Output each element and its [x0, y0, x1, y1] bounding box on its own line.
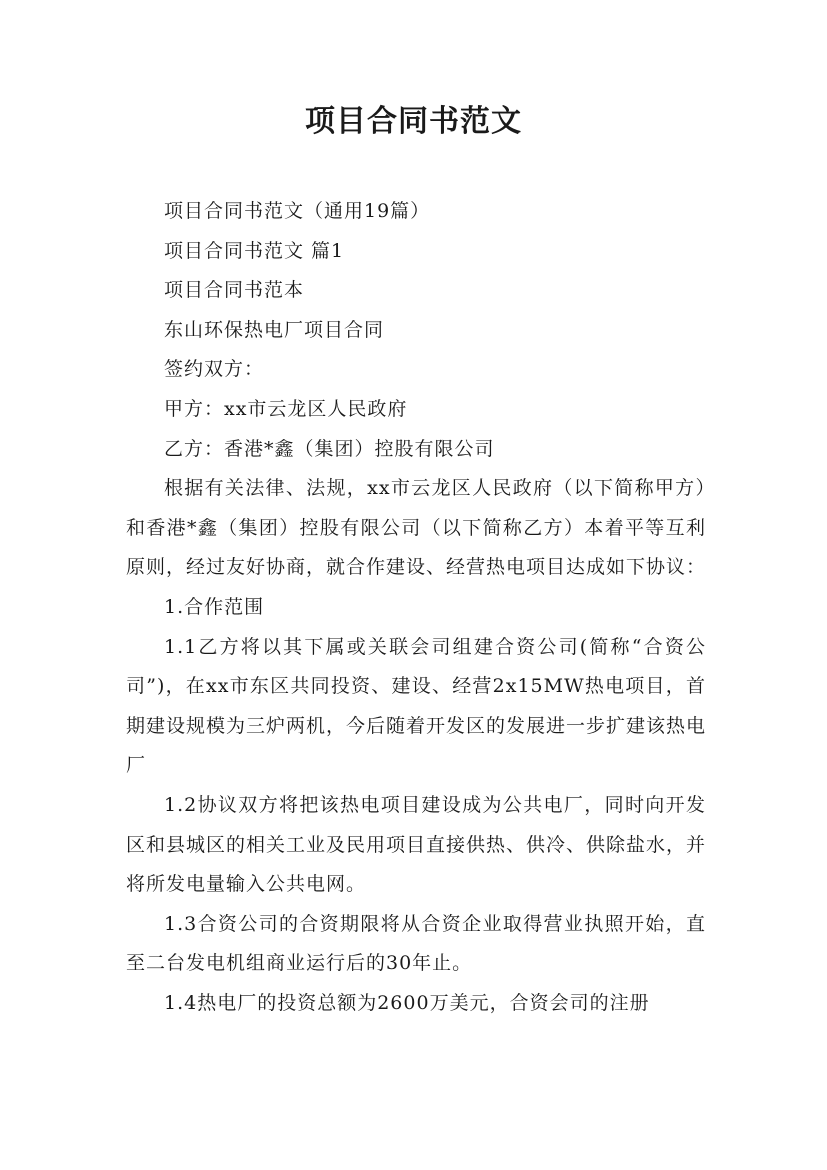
paragraph-clause-1-3: 1.3合资公司的合资期限将从合资企业取得营业执照开始，直至二台发电机组商业运行后的30年止。	[126, 912, 706, 975]
paragraph-clause-1-1: 1.1乙方将以其下属或关联会司组建合资公司(简称“合资公司”)，在xx市东区共同投资、建设、经营2x15MW热电项目，首期建设规模为三炉两机，今后随着开发区的发展进一步扩建该热电厂	[126, 635, 707, 777]
paragraph-parties-label: 签约双方：	[164, 358, 265, 381]
paragraph-subtitle: 项目合同书范文（通用19篇）	[164, 200, 431, 222]
paragraph-contract-name: 东山环保热电厂项目合同	[164, 318, 385, 341]
paragraph-party-b: 乙方：香港*鑫（集团）控股有限公司	[164, 437, 495, 460]
paragraph-template-label: 项目合同书范本	[164, 279, 305, 302]
document-body	[126, 192, 706, 1023]
paragraph-clause-1-4: 1.4热电厂的投资总额为2600万美元，合资会司的注册	[164, 991, 650, 1014]
paragraph-clause-1: 1.合作范围	[164, 595, 265, 618]
paragraph-section-heading: 项目合同书范文 篇1	[164, 239, 345, 262]
paragraph-clause-1-2: 1.2协议双方将把该热电项目建设成为公共电厂，同时向开发区和县城区的相关工业及民用项目直接供热、供冷、供除盐水，并将所发电量输入公共电网。	[126, 793, 707, 896]
paragraph-preamble: 根据有关法律、法规，xx市云龙区人民政府（以下简称甲方）和香港*鑫（集团）控股有限公司（以下简称乙方）本着平等互利原则，经过友好协商，就合作建设、经营热电项目达成如下协议：	[126, 477, 707, 579]
document-title: 项目合同书范文	[305, 104, 522, 139]
paragraph-party-a: 甲方：xx市云龙区人民政府	[164, 397, 408, 420]
